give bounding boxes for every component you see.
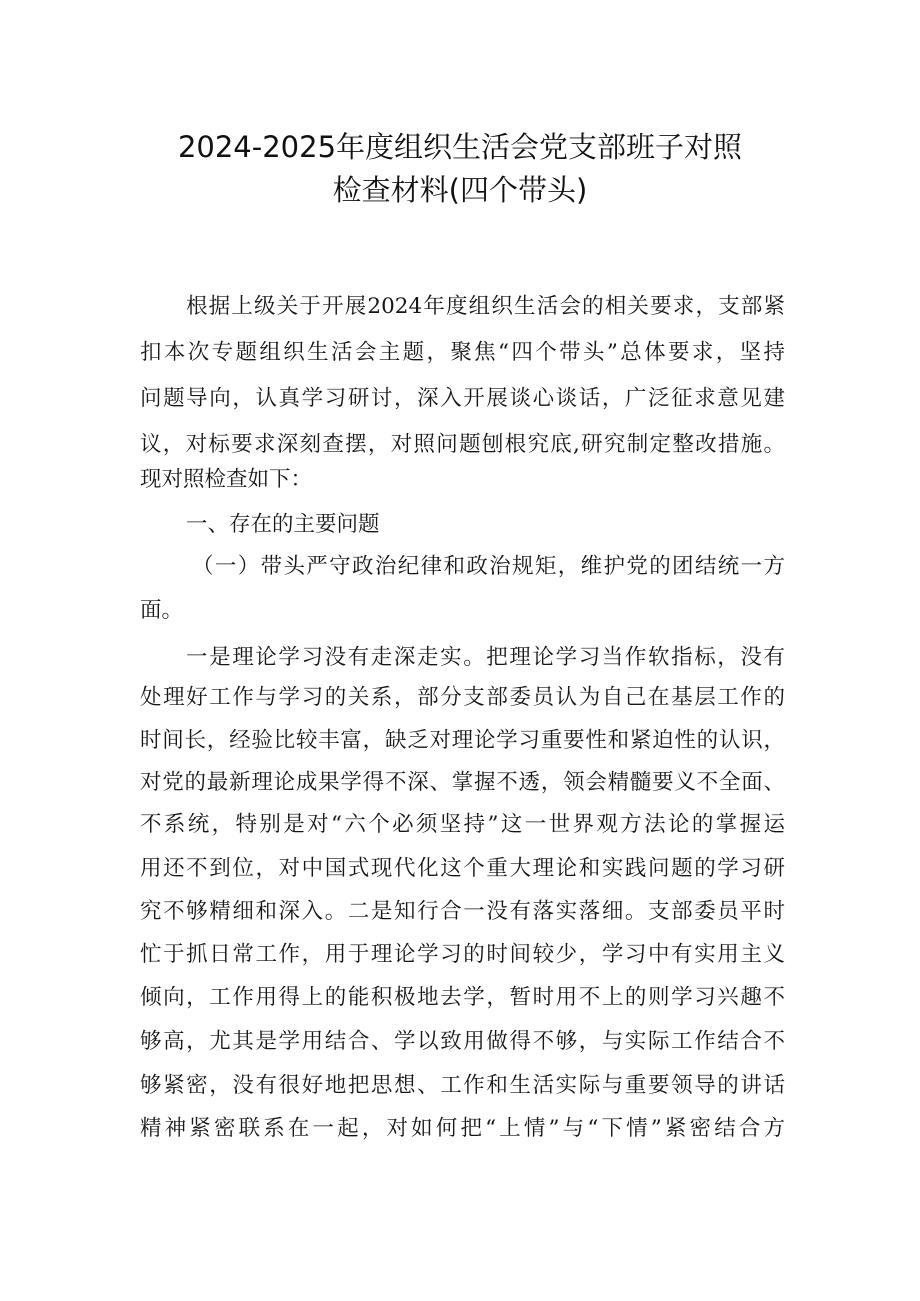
body-line: 究不够精细和深入。二是知行合一没有落实落细。支部委员平时 [140, 899, 785, 924]
intro-line: 现对照检查如下： [140, 467, 313, 492]
document-title-line-1: 2024-2025年度组织生活会党支部班子对照 [177, 130, 743, 164]
intro-line: 议，对标要求深刻查摆，对照问题刨根究底,研究制定整改措施。 [140, 432, 785, 457]
body-line: 处理好工作与学习的关系，部分支部委员认为自己在基层工作的 [140, 685, 785, 710]
subsection-heading-line: （一）带头严守政治纪律和政治规矩，维护党的团结统一方 [192, 554, 785, 579]
body-line: 精神紧密联系在一起，对如何把“上情”与“下情”紧密结合方 [140, 1116, 785, 1141]
intro-line: 问题导向，认真学习研讨，深入开展谈心谈话，广泛征求意见建 [140, 386, 785, 411]
intro-line: 根据上级关于开展2024年度组织生活会的相关要求，支部紧 [186, 294, 785, 319]
document-title-line-2: 检查材料(四个带头) [332, 173, 588, 207]
subsection-heading-line: 面。 [140, 598, 184, 623]
body-line: 时间长，经验比较丰富，缺乏对理论学习重要性和紧迫性的认识， [140, 728, 785, 753]
section-heading: 一、存在的主要问题 [186, 512, 380, 537]
body-line: 够高，尤其是学用结合、学以致用做得不够，与实际工作结合不 [140, 1029, 785, 1054]
body-line: 倾向，工作用得上的能积极地去学，暂时用不上的则学习兴趣不 [140, 985, 785, 1010]
body-line: 不系统，特别是对“六个必须坚持”这一世界观方法论的掌握运 [140, 812, 785, 837]
body-line: 忙于抓日常工作，用于理论学习的时间较少，学习中有实用主义 [140, 942, 785, 967]
body-line: 对党的最新理论成果学得不深、掌握不透，领会精髓要义不全面、 [140, 770, 785, 795]
intro-line: 扣本次专题组织生活会主题，聚焦“四个带头”总体要求，坚持 [140, 340, 785, 365]
body-line: 一是理论学习没有走深走实。把理论学习当作软指标，没有 [186, 645, 785, 670]
body-line: 够紧密，没有很好地把思想、工作和生活实际与重要领导的讲话 [140, 1073, 785, 1098]
body-line: 用还不到位，对中国式现代化这个重大理论和实践问题的学习研 [140, 856, 785, 881]
